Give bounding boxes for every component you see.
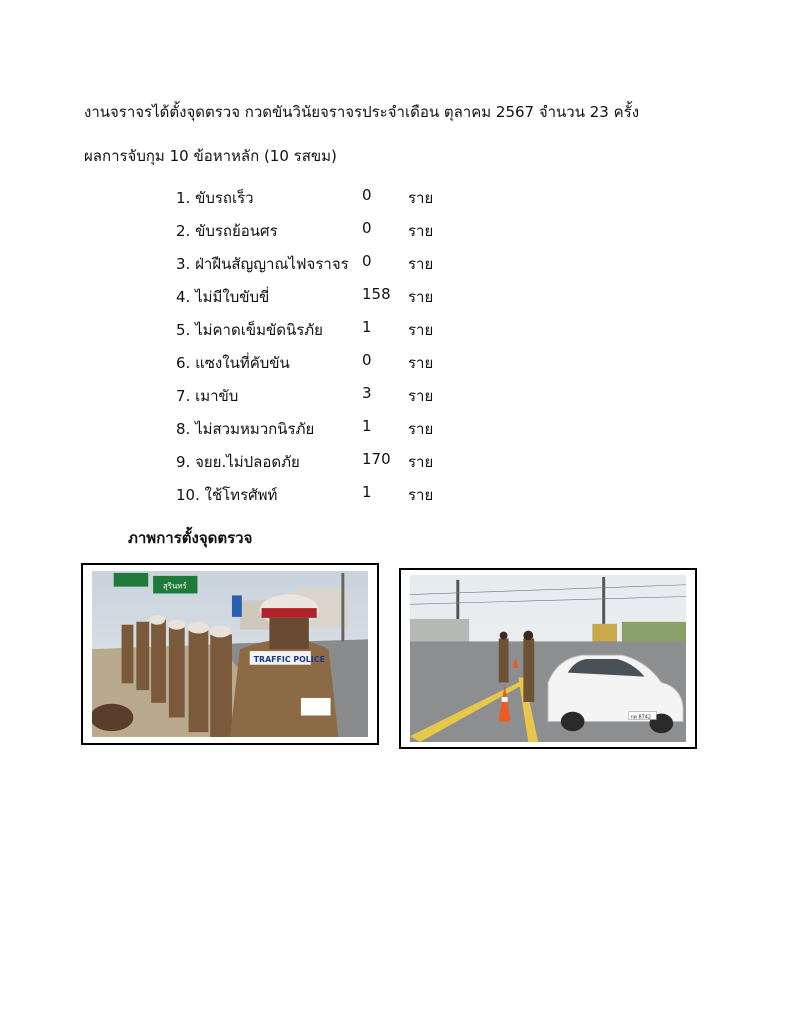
officers-photo-illustration <box>92 571 368 737</box>
violation-unit: ราย <box>408 288 434 306</box>
violation-label: 9. จยย.ไม่ปลอดภัย <box>176 453 300 471</box>
violation-unit: ราย <box>408 189 434 207</box>
violation-count: 1 <box>362 483 372 501</box>
summary-text: ผลการจับกุม 10 ข้อหาหลัก (10 รสขม) <box>84 147 337 165</box>
intro-text: งานจราจรได้ตั้งจุดตรวจ กวดขันวินัยจราจรประจำเดือน ตุลาคม 2567 จำนวน 23 ครั้ง <box>84 103 640 121</box>
violation-label: 2. ขับรถย้อนศร <box>176 222 278 240</box>
violation-label: 7. เมาขับ <box>176 387 239 405</box>
violation-unit: ราย <box>408 321 434 339</box>
violation-label: 6. แซงในที่คับขัน <box>176 354 290 372</box>
car-check-photo-illustration <box>410 575 686 742</box>
violation-label: 8. ไม่สวมหมวกนิรภัย <box>176 420 315 438</box>
violation-unit: ราย <box>408 453 434 471</box>
violation-label: 5. ไม่คาดเข็มขัดนิรภัย <box>176 321 323 339</box>
violation-unit: ราย <box>408 222 434 240</box>
violation-count: 1 <box>362 417 372 435</box>
checkpoint-photo-car <box>399 568 697 749</box>
road-sign-text: สุรินทร์ <box>162 581 187 591</box>
violation-unit: ราย <box>408 486 434 504</box>
traffic-police-label: TRAFFIC POLICE <box>253 654 325 664</box>
violation-count: 3 <box>362 384 372 402</box>
violation-label: 4. ไม่มีใบขับขี่ <box>176 288 270 306</box>
violation-count: 170 <box>362 450 391 468</box>
license-plate: กต 8742 <box>630 714 652 721</box>
checkpoint-photo-officers <box>81 563 379 745</box>
violation-label: 3. ฝ่าฝืนสัญญาณไฟจราจร <box>176 255 349 273</box>
violation-label: 1. ขับรถเร็ว <box>176 189 254 207</box>
photo-heading: ภาพการตั้งจุดตรวจ <box>128 529 253 547</box>
violation-count: 158 <box>362 285 391 303</box>
violation-count: 0 <box>362 351 372 369</box>
violation-unit: ราย <box>408 255 434 273</box>
violation-count: 1 <box>362 318 372 336</box>
violation-label: 10. ใช้โทรศัพท์ <box>176 486 278 504</box>
violation-unit: ราย <box>408 354 434 372</box>
violation-count: 0 <box>362 252 372 270</box>
violation-unit: ราย <box>408 387 434 405</box>
violation-unit: ราย <box>408 420 434 438</box>
violation-count: 0 <box>362 219 372 237</box>
violation-count: 0 <box>362 186 372 204</box>
